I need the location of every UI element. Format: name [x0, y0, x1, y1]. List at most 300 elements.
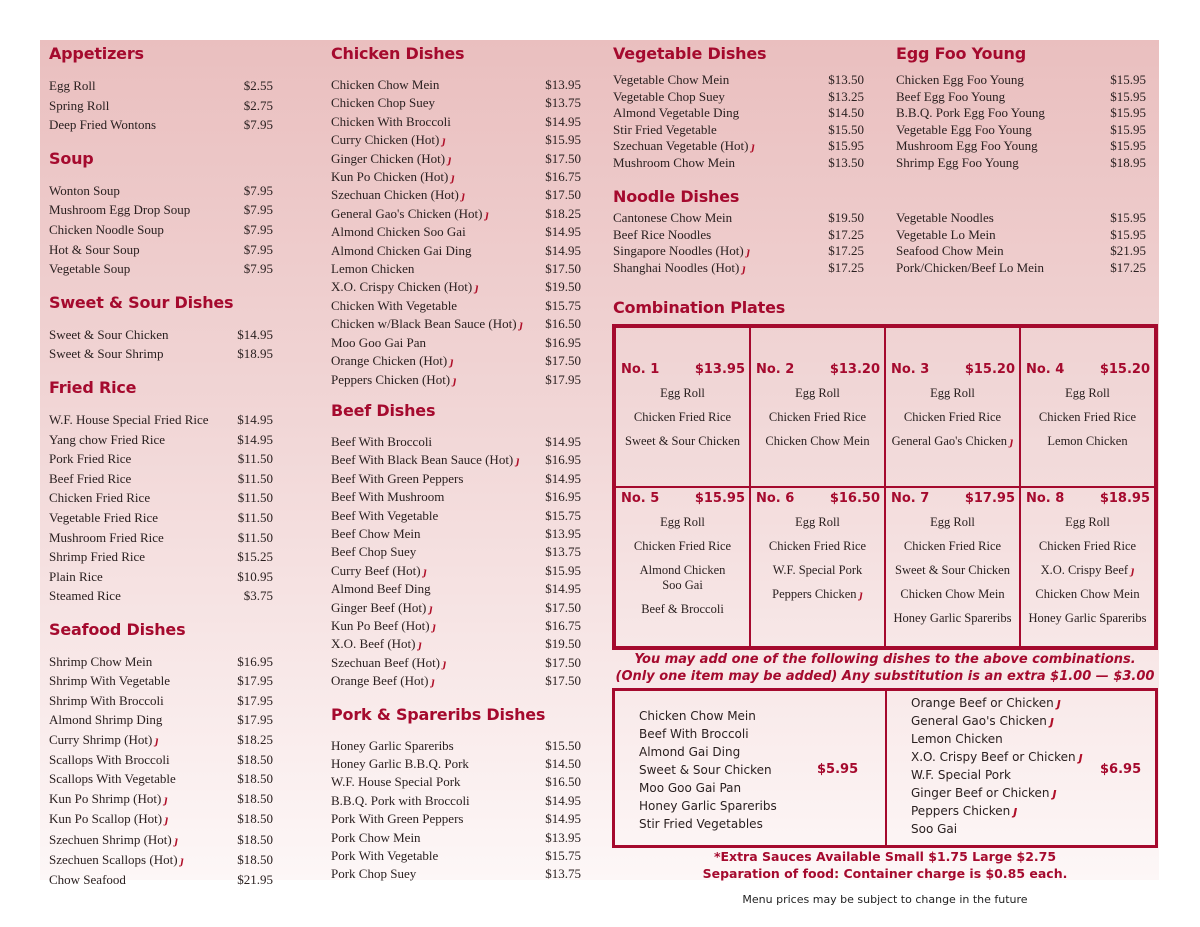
menu-item-price: $14.95 [237, 411, 273, 427]
menu-item-label: Mushroom Fried Rice [49, 529, 164, 545]
menu-item-name [331, 260, 414, 278]
menu-item-price: $15.50 [828, 121, 864, 137]
menu-item-name [896, 227, 996, 244]
add-on-item [639, 779, 885, 797]
menu-item-label: Szechuen Shrimp (Hot) [49, 831, 172, 847]
menu-section [331, 44, 581, 389]
add-on-note-line2: (Only one item may be added) Any substitution is an extra $1.00 — $3.00 [615, 669, 1155, 684]
menu-item-price: $15.95 [1110, 138, 1146, 154]
add-on-item [911, 784, 1155, 802]
menu-item-price: $15.75 [545, 297, 581, 313]
combo-header [751, 491, 884, 506]
menu-item-price: $14.95 [237, 326, 273, 342]
add-on-item [911, 802, 1155, 820]
combo-number: No. 6 [756, 491, 795, 506]
menu-item [49, 830, 273, 850]
menu-item [896, 243, 1146, 260]
menu-item-price: $18.95 [1110, 154, 1146, 170]
menu-item-label: Vegetable Noodles [896, 210, 994, 225]
menu-item-label: B.B.Q. Pork with Broccoli [331, 792, 470, 808]
combo-item-label: Egg Roll [660, 515, 705, 529]
combo-item-label: Egg Roll [795, 515, 840, 529]
menu-item-name [49, 430, 165, 450]
menu-item-label: Lemon Chicken [331, 261, 415, 277]
menu-item-price: $14.95 [545, 224, 581, 240]
menu-item-label: Beef With Green Peppers [331, 470, 464, 486]
combo-item-label: General Gao's Chicken [891, 434, 1008, 448]
menu-item-name [49, 76, 96, 96]
menu-item [331, 168, 581, 186]
menu-item-name [331, 810, 463, 828]
menu-item-label: Curry Chicken (Hot) [331, 132, 440, 148]
menu-item [613, 105, 864, 122]
menu-item-label: Shrimp Egg Foo Young [896, 154, 1019, 170]
section-title-noodle: Noodle Dishes [613, 187, 740, 206]
menu-item [49, 220, 273, 240]
combo-number: No. 4 [1026, 362, 1065, 377]
chili-pepper-icon: ȷ [443, 655, 447, 670]
menu-item-label: Chicken With Vegetable [331, 297, 458, 313]
menu-item [331, 186, 581, 204]
menu-item-name [331, 672, 435, 690]
menu-item [331, 525, 581, 543]
chili-pepper-icon: ȷ [485, 206, 489, 221]
menu-item-name [331, 278, 479, 296]
menu-item [49, 259, 273, 279]
chili-pepper-icon: ȷ [1010, 434, 1014, 448]
menu-item [331, 131, 581, 149]
menu-item [331, 672, 581, 690]
menu-item-name [896, 138, 1038, 155]
section-title: Vegetable Dishes [613, 44, 767, 63]
menu-item-label: Hot & Sour Soup [49, 241, 140, 257]
add-on-item-label: Stir Fried Vegetables [639, 817, 763, 831]
menu-item [331, 617, 581, 635]
menu-item-name [331, 617, 436, 635]
combo-plate [615, 327, 750, 487]
menu-item-name [49, 508, 158, 528]
combo-item [616, 434, 749, 449]
menu-item-label: Shrimp With Broccoli [49, 692, 164, 708]
combo-item [886, 587, 1019, 602]
menu-item-name [49, 769, 176, 788]
menu-item-price: $21.95 [237, 872, 273, 888]
menu-item [613, 72, 864, 89]
combo-item-label: Chicken Chow Mein [765, 434, 870, 448]
menu-item-price: $17.50 [545, 261, 581, 277]
menu-item [49, 96, 273, 116]
combo-item [1021, 515, 1154, 530]
menu-item-price: $16.50 [545, 316, 581, 332]
add-on-item [639, 815, 885, 833]
menu-item-name [331, 76, 439, 94]
add-on-item [639, 797, 885, 815]
menu-item-name [49, 652, 152, 671]
add-on-box [612, 688, 1158, 848]
combo-item-label: Egg Roll [660, 386, 705, 400]
menu-item [331, 635, 581, 653]
combo-item-label: Beef & Broccoli [641, 602, 724, 616]
menu-item [331, 113, 581, 131]
menu-item-price: $7.95 [243, 261, 273, 277]
combo-number: No. 3 [891, 362, 930, 377]
combo-item-label: Sweet & Sour Chicken [625, 434, 740, 448]
menu-item [49, 528, 273, 548]
add-on-item [911, 730, 1155, 748]
menu-item-price: $15.95 [1110, 226, 1146, 242]
menu-item [331, 810, 581, 828]
combo-item-label: Honey Garlic Spareribs [893, 611, 1012, 625]
combo-header [886, 362, 1019, 377]
menu-item-label: Pork With Vegetable [331, 848, 439, 864]
chili-pepper-icon: ȷ [180, 852, 184, 867]
combo-item [616, 515, 749, 530]
menu-section [49, 293, 273, 364]
combo-plate [1020, 487, 1155, 647]
add-on-item-label: Moo Goo Gai Pan [639, 781, 742, 795]
menu-item [49, 750, 273, 769]
menu-item-price: $14.95 [237, 431, 273, 447]
chili-pepper-icon: ȷ [1056, 696, 1061, 710]
menu-item-price: $10.95 [237, 568, 273, 584]
menu-item-label: Kun Po Beef (Hot) [331, 617, 430, 633]
menu-item-name [331, 315, 523, 333]
menu-item [331, 562, 581, 580]
menu-item [613, 155, 864, 172]
combo-item [886, 539, 1019, 554]
menu-item-price: $14.95 [545, 113, 581, 129]
menu-item-name [331, 334, 426, 352]
menu-item-name [331, 829, 421, 847]
chili-pepper-icon: ȷ [432, 618, 436, 633]
chili-pepper-icon: ȷ [174, 832, 179, 847]
combo-item-label: Lemon Chicken [1047, 434, 1128, 448]
menu-item-label: Kun Po Shrimp (Hot) [49, 790, 162, 806]
menu-item [49, 710, 273, 729]
menu-item-name [331, 507, 438, 525]
menu-item-name [49, 547, 145, 567]
menu-item-name [49, 710, 162, 729]
menu-item-price: $2.55 [243, 78, 273, 93]
menu-item-label: X.O. Crispy Chicken (Hot) [331, 279, 473, 295]
menu-item-name [896, 210, 994, 227]
menu-item-label: Plain Rice [49, 568, 103, 584]
combo-header [751, 362, 884, 377]
menu-item-price: $16.95 [545, 334, 581, 350]
menu-item-price: $13.75 [545, 866, 581, 882]
menu-item-label: Beef Chow Mein [331, 525, 421, 541]
combo-item [616, 563, 749, 593]
menu-section [49, 149, 273, 279]
combo-item [1021, 410, 1154, 425]
combo-item [1021, 386, 1154, 401]
combo-item-label: Chicken Fried Rice [903, 410, 1002, 424]
menu-item-label: Vegetable Soup [49, 261, 131, 277]
menu-item-label: X.O. Beef (Hot) [331, 636, 416, 652]
menu-item-label: B.B.Q. Pork Egg Foo Young [896, 105, 1045, 121]
combo-item [886, 386, 1019, 401]
menu-item-label: Beef Chop Suey [331, 544, 417, 560]
menu-item-price: $7.95 [243, 182, 273, 198]
menu-item-name [331, 773, 461, 791]
add-on-price-595: $5.95 [817, 762, 859, 777]
menu-item-price: $17.50 [545, 654, 581, 670]
menu-item-name [331, 635, 422, 653]
menu-item-price: $18.25 [237, 731, 273, 747]
combo-item [886, 515, 1019, 530]
menu-item-price: $16.75 [545, 169, 581, 185]
menu-item [331, 737, 581, 755]
menu-item-name [49, 789, 168, 809]
menu-item-label: W.F. House Special Pork [331, 774, 461, 790]
menu-column-2 [331, 40, 581, 884]
menu-item-label: Wonton Soup [49, 182, 120, 198]
menu-item-price: $16.95 [545, 452, 581, 468]
section-title: Chicken Dishes [331, 44, 465, 63]
menu-item [49, 652, 273, 671]
combo-header [1021, 362, 1154, 377]
menu-item-name [896, 243, 1004, 260]
section-title: Egg Foo Young [896, 44, 1026, 63]
menu-item-name [49, 259, 130, 279]
add-on-list-695 [887, 691, 1155, 845]
menu-item-label: Szechuen Scallops (Hot) [49, 851, 178, 867]
menu-item [331, 829, 581, 847]
add-on-item-label: Soo Gai [911, 822, 958, 836]
combo-item [616, 539, 749, 554]
menu-item [49, 809, 273, 829]
menu-item [331, 94, 581, 112]
menu-item [613, 260, 864, 277]
menu-item-label: Beef With Mushroom [331, 489, 445, 505]
menu-item-name [896, 105, 1045, 122]
menu-item-price: $17.50 [545, 599, 581, 615]
menu-item-name [49, 181, 120, 201]
menu-item [49, 850, 273, 870]
menu-item-label: Scallops With Vegetable [49, 771, 176, 787]
menu-item-name [49, 809, 168, 829]
add-on-item-label: Ginger Beef or Chicken [911, 786, 1050, 800]
menu-item-name [49, 96, 109, 116]
menu-item-name [331, 131, 446, 149]
menu-item-name [49, 449, 131, 469]
combo-item [751, 539, 884, 554]
menu-item [331, 654, 581, 672]
menu-item-label: Szechuan Vegetable (Hot) [613, 138, 749, 154]
menu-item [331, 865, 581, 883]
menu-item-price: $15.95 [545, 562, 581, 578]
menu-item-name [613, 227, 711, 244]
menu-item-name [49, 469, 131, 489]
menu-item-price: $17.95 [237, 712, 273, 728]
menu-item [49, 430, 273, 450]
menu-item-price: $18.95 [237, 346, 273, 362]
menu-item-price: $19.50 [828, 210, 864, 225]
menu-item [49, 769, 273, 788]
section-title: Soup [49, 148, 94, 168]
combination-plates-grid [612, 324, 1158, 650]
menu-item [49, 115, 273, 135]
combo-number: No. 8 [1026, 491, 1065, 506]
combo-item [616, 386, 749, 401]
menu-item-name [49, 528, 164, 548]
add-on-item [639, 725, 885, 743]
combo-item [751, 515, 884, 530]
chili-pepper-icon: ȷ [431, 674, 435, 689]
combo-plate [615, 487, 750, 647]
menu-item-price: $18.50 [237, 771, 273, 787]
separation-note: Separation of food: Container charge is $0.85 each. [702, 866, 1068, 881]
menu-item [49, 181, 273, 201]
menu-item-price: $16.95 [545, 489, 581, 505]
combo-item-label: Chicken Fried Rice [633, 410, 732, 424]
menu-item-name [331, 847, 438, 865]
menu-item-label: Ginger Chicken (Hot) [331, 150, 446, 166]
menu-item-label: Pork Fried Rice [49, 451, 132, 467]
combo-item [886, 434, 1019, 449]
menu-item-label: Shrimp With Vegetable [49, 673, 171, 689]
combo-item-label: Egg Roll [930, 515, 975, 529]
menu-item [331, 242, 581, 260]
combo-plate [1020, 327, 1155, 487]
menu-item-price: $13.50 [828, 154, 864, 170]
menu-item-name [896, 72, 1024, 89]
menu-item-label: Vegetable Egg Foo Young [896, 121, 1032, 137]
menu-item-price: $17.25 [828, 243, 864, 259]
menu-item-price: $19.50 [545, 279, 581, 295]
combo-item-label: Chicken Chow Mein [1035, 587, 1140, 601]
combo-item-label: Egg Roll [1065, 386, 1110, 400]
menu-item-label: Mushroom Egg Foo Young [896, 138, 1038, 154]
chili-pepper-icon: ȷ [1078, 750, 1083, 764]
combo-number: No. 5 [621, 491, 660, 506]
menu-item-price: $17.25 [828, 259, 864, 275]
menu-item-price: $13.75 [545, 95, 581, 111]
menu-item-name [331, 186, 465, 204]
menu-item-name [331, 737, 454, 755]
menu-item [49, 488, 273, 508]
menu-item-name [49, 344, 163, 364]
menu-item [896, 72, 1146, 89]
menu-item [49, 789, 273, 809]
menu-item-label: Deep Fried Wontons [49, 117, 157, 133]
menu-item-label: Beef With Black Bean Sauce (Hot) [331, 452, 514, 468]
combo-item-label: Honey Garlic Spareribs [1028, 611, 1147, 625]
menu-item-price: $11.50 [237, 451, 273, 467]
chili-pepper-icon: ȷ [746, 244, 751, 259]
menu-item-label: Shrimp Fried Rice [49, 549, 146, 565]
menu-item-label: Vegetable Fried Rice [49, 509, 159, 525]
menu-item-name [331, 242, 471, 260]
menu-section [49, 44, 273, 135]
menu-item-label: Shrimp Chow Mein [49, 653, 153, 669]
menu-item-price: $7.95 [243, 241, 273, 257]
egg-foo-young-section [896, 44, 1146, 172]
add-on-item-label: W.F. Special Pork [911, 768, 1011, 782]
menu-item-name [331, 488, 444, 506]
add-on-note-line1: You may add one of the following dishes to the above combinations. [634, 652, 1136, 667]
menu-section [331, 705, 581, 884]
combo-price: $15.20 [964, 362, 1015, 377]
chili-pepper-icon: ȷ [475, 280, 479, 295]
combo-item-label: Chicken Fried Rice [768, 410, 867, 424]
menu-item-price: $14.95 [545, 581, 581, 597]
chili-pepper-icon: ȷ [1013, 804, 1018, 818]
menu-item-price: $16.75 [545, 617, 581, 633]
menu-item [331, 371, 581, 389]
combo-item-label: X.O. Crispy Beef [1040, 563, 1129, 577]
menu-item-label: Szechuan Chicken (Hot) [331, 187, 459, 203]
chili-pepper-icon: ȷ [429, 600, 433, 615]
menu-item-name [49, 870, 126, 889]
menu-item-price: $13.50 [828, 72, 864, 87]
menu-item-label: Mushroom Chow Mein [613, 154, 736, 170]
menu-item [331, 297, 581, 315]
menu-item-name [896, 122, 1032, 139]
menu-item-price: $14.95 [545, 792, 581, 808]
menu-item [896, 155, 1146, 172]
menu-item-price: $11.50 [237, 509, 273, 525]
menu-item-label: Beef Rice Noodles [613, 226, 712, 242]
menu-item-name [49, 691, 164, 710]
add-on-item [639, 743, 885, 761]
menu-item-label: Kun Po Scallop (Hot) [49, 811, 163, 827]
menu-item-label: Yang chow Fried Rice [49, 431, 166, 447]
add-on-item [911, 694, 1155, 712]
menu-item-name [49, 115, 156, 135]
menu-item-label: Chicken Chop Suey [331, 95, 435, 111]
menu-item-name [49, 671, 170, 690]
menu-item-name [331, 792, 470, 810]
section-title-combination: Combination Plates [613, 298, 786, 317]
combo-item [1021, 434, 1154, 449]
combo-number: No. 1 [621, 362, 660, 377]
menu-item [49, 671, 273, 690]
menu-item-label: Beef Egg Foo Young [896, 88, 1006, 104]
menu-item-label: Szechuan Beef (Hot) [331, 654, 441, 670]
menu-item-label: Chicken w/Black Bean Sauce (Hot) [331, 316, 517, 332]
add-on-item-label: Beef With Broccoli [639, 727, 749, 741]
chili-pepper-icon: ȷ [418, 637, 422, 652]
menu-item-label: Steamed Rice [49, 588, 121, 604]
menu-item-name [49, 488, 150, 508]
chili-pepper-icon: ȷ [751, 139, 755, 154]
combo-number: No. 7 [891, 491, 930, 506]
combo-header [1021, 491, 1154, 506]
chili-pepper-icon: ȷ [448, 151, 452, 166]
menu-item [896, 122, 1146, 139]
price-disclaimer: Menu prices may be subject to change in the future [742, 893, 1028, 906]
combo-number: No. 2 [756, 362, 795, 377]
combo-item-label: Chicken Fried Rice [768, 539, 867, 553]
menu-item-label: Pork With Green Peppers [331, 811, 464, 827]
chili-pepper-icon: ȷ [461, 188, 466, 203]
combo-item-label: Chicken Fried Rice [633, 539, 732, 553]
menu-item-name [613, 155, 735, 172]
menu-item-price: $14.95 [545, 433, 581, 449]
menu-item [331, 470, 581, 488]
section-title: Sweet & Sour Dishes [49, 292, 234, 312]
menu-item [331, 488, 581, 506]
menu-item-label: Vegetable Chow Mein [613, 72, 730, 87]
chili-pepper-icon: ȷ [1131, 563, 1135, 577]
menu-item-price: $16.50 [545, 774, 581, 790]
menu-item [331, 260, 581, 278]
menu-item-name [331, 525, 421, 543]
menu-item-price: $18.50 [237, 790, 273, 806]
combo-plate [885, 327, 1020, 487]
combo-item [1021, 587, 1154, 602]
